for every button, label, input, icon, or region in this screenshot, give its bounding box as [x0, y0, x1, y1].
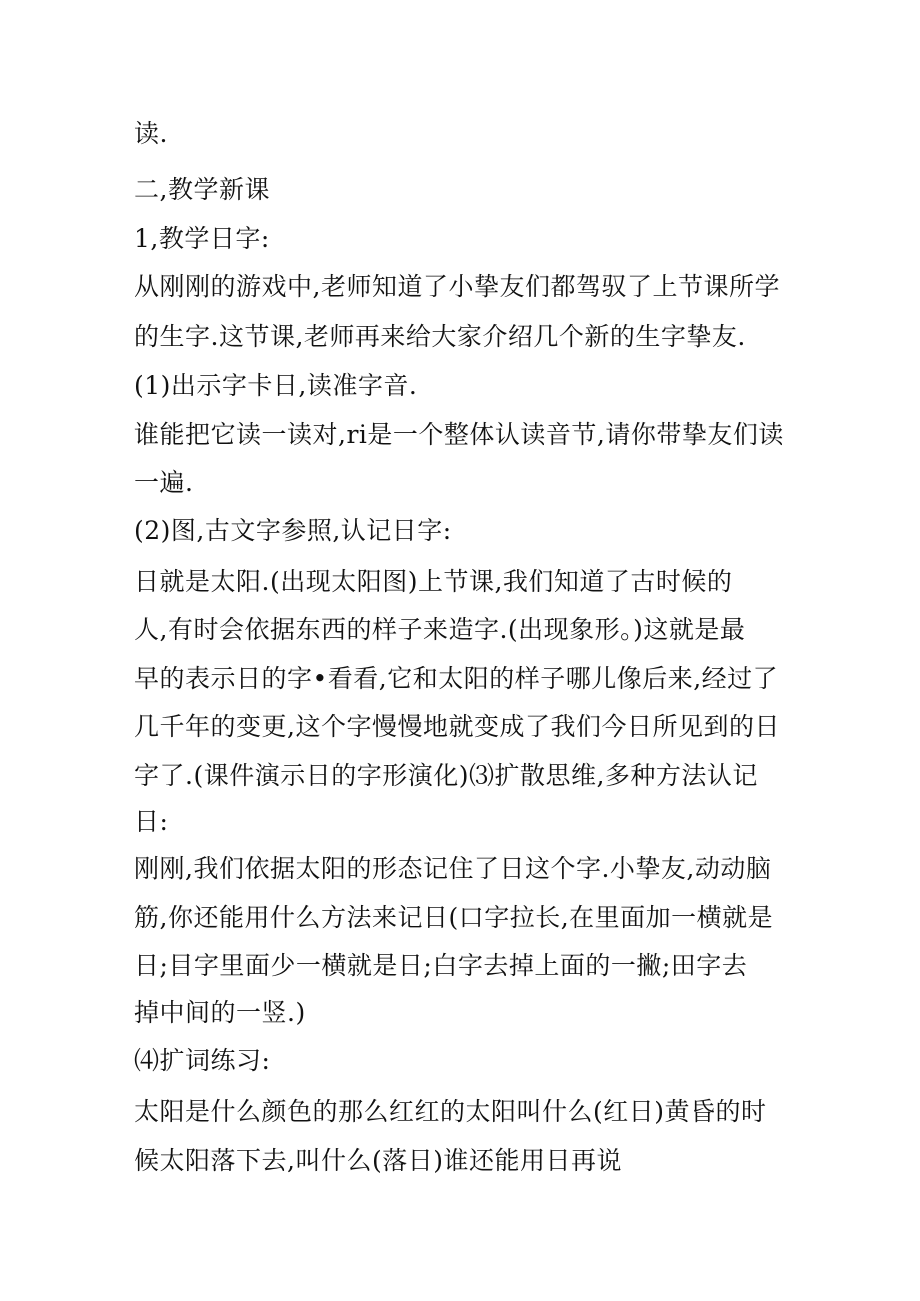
text-line-8: 一遍.: [134, 468, 194, 497]
text-line-13: 几千年的变更,这个字慢慢地就变成了我们今日所见到的日: [134, 712, 780, 741]
step-heading-2: (2)图,古文字参照,认记日字:: [134, 516, 452, 545]
text-line-19: 掉中间的一竖.): [134, 998, 306, 1027]
text-line-5: 的生字.这节课,老师再来给大家介绍几个新的生字挚友.: [134, 322, 746, 351]
step-heading-4: ⑷扩词练习:: [134, 1046, 271, 1075]
text-line-1: 读.: [134, 119, 168, 148]
text-line-16: 刚刚,我们依据太阳的形态记住了日这个字.小挚友,动动脑: [134, 854, 772, 883]
text-line-11: 人,有时会依据东西的样子来造字.(出现象形。)这就是最: [134, 615, 746, 644]
section-heading: 二,教学新课: [134, 175, 270, 204]
text-line-18: 日;目字里面少一横就是日;白字去掉上面的一撇;田字去: [134, 951, 748, 980]
text-line-17: 筋,你还能用什么方法来记日(口字拉长,在里面加一横就是: [134, 903, 774, 932]
text-line-22: 候太阳落下去,叫什么(落日)谁还能用日再说: [134, 1146, 622, 1175]
text-line-4: 从刚刚的游戏中,老师知道了小挚友们都驾驭了上节课所学: [134, 272, 780, 301]
step-heading-1: (1)出示字卡日,读准字音.: [134, 371, 418, 400]
text-line-21: 太阳是什么颜色的那么红红的太阳叫什么(红日)黄昏的时: [134, 1097, 767, 1126]
text-line-15: 日:: [134, 807, 169, 836]
text-line-10: 日就是太阳.(出现太阳图)上节课,我们知道了古时候的: [134, 567, 733, 596]
text-line-12: 早的表示日的字•看看,它和太阳的样子哪儿像后来,经过了: [134, 664, 779, 693]
text-line-7: 谁能把它读一读对,ri是一个整体认读音节,请你带挚友们读: [134, 420, 784, 449]
text-line-14: 字了.(课件演示日的字形演化)⑶扩散思维,多种方法认记: [134, 761, 758, 790]
subsection-heading: 1,教学日字:: [134, 224, 270, 253]
